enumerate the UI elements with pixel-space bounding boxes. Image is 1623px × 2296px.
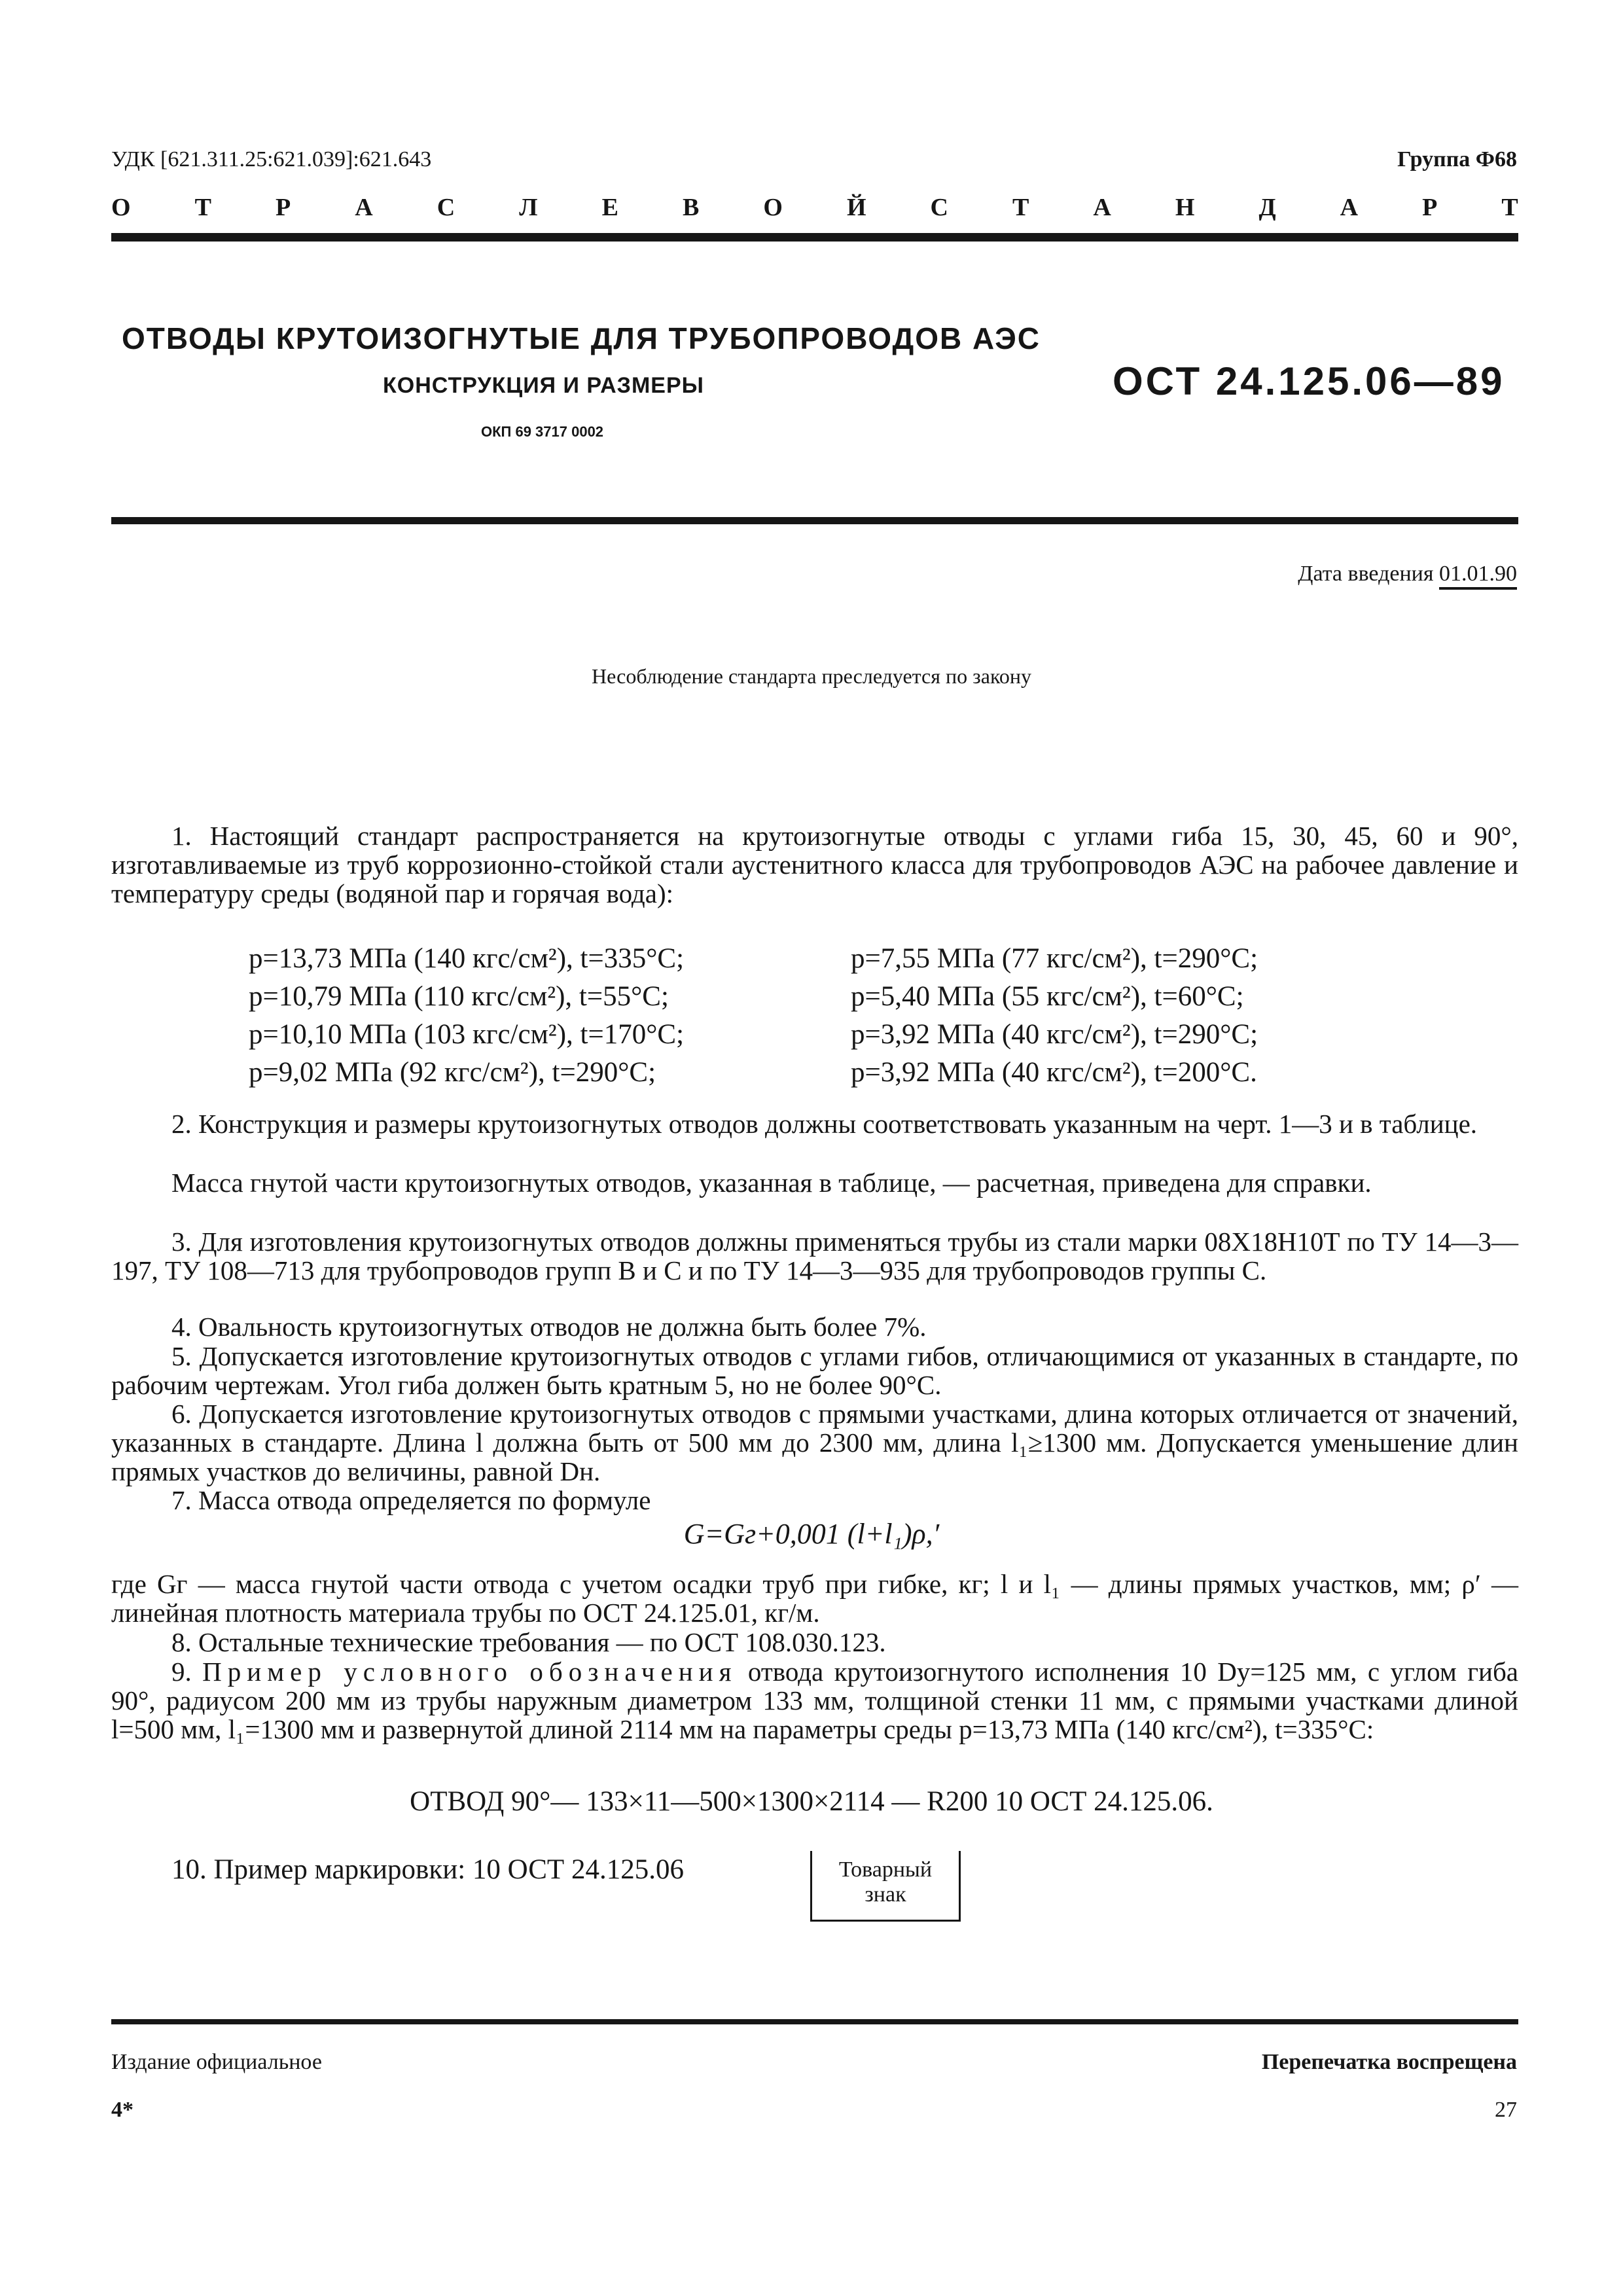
edition-note: Издание официальное [111, 2050, 322, 2074]
parameter-item: p=9,02 МПа (92 кгс/см²), t=290°С; [249, 1057, 656, 1088]
banner-letter: А [1340, 194, 1359, 221]
parameter-item: p=3,92 МПа (40 кгс/см²), t=290°С; [851, 1019, 1258, 1050]
banner-letter: С [437, 194, 455, 221]
trademark-line-1: Товарный [838, 1857, 933, 1882]
clause-4: 4. Овальность крутоизогнутых отводов не должна быть более 7%. [171, 1312, 927, 1342]
header-rule [111, 233, 1518, 242]
sheet-mark: 4* [111, 2098, 134, 2122]
trademark-box [810, 1851, 961, 1922]
banner-letter: А [1093, 194, 1111, 221]
clause-3: 3. Для изготовления крутоизогнутых отводов должны применяться трубы из стали марки 08Х18Н10Т по ТУ 14—3—197, ТУ 108—713 для трубопроводов групп В и С и по ТУ 14—3—935 для трубопроводов группы С. [111, 1227, 1518, 1285]
designation-example: ОТВОД 90°— 133×11—500×1300×2114 — R200 10 ОСТ 24.125.06. [410, 1786, 1213, 1817]
banner-letter: С [930, 194, 948, 221]
clause-10: 10. Пример маркировки: 10 ОСТ 24.125.06 [171, 1854, 684, 1885]
document-title: ОТВОДЫ КРУТОИЗОГНУТЫЕ ДЛЯ ТРУБОПРОВОДОВ АЭС [122, 321, 1041, 355]
banner-letter: А [355, 194, 373, 221]
banner-letter: Р [1422, 194, 1438, 221]
parameter-item: p=7,55 МПа (77 кгс/см²), t=290°С; [851, 943, 1258, 974]
clause-9 [111, 1657, 1518, 1744]
banner-letter: Н [1175, 194, 1195, 221]
banner-letter: Т [1012, 194, 1029, 221]
introduction-date [1298, 562, 1517, 586]
clause-1: 1. Настоящий стандарт распространяется на крутоизогнутые отводы с углами гиба 15, 30, 45, 60 и 90°, изготавливаемые из труб коррозионно-стойкой стали аустенитного класса для трубопроводов АЭС на рабочее давление и температуру среды (водяной пар и горячая вода): [111, 821, 1518, 908]
title-rule [111, 517, 1518, 524]
parameter-item: p=5,40 МПа (55 кгс/см²), t=60°С; [851, 981, 1244, 1012]
clause-8: 8. Остальные технические требования — по ОСТ 108.030.123. [171, 1627, 886, 1657]
okp-code: ОКП 69 3717 0002 [481, 423, 604, 440]
banner-letter: Е [601, 194, 618, 221]
footer-rule [111, 2019, 1518, 2024]
clause-7: 7. Масса отвода определяется по формуле [171, 1485, 651, 1515]
banner-letter: Р [275, 194, 291, 221]
standard-number: ОСТ 24.125.06—89 [1113, 359, 1505, 403]
clause-2-note: Масса гнутой части крутоизогнутых отводов, указанная в таблице, — расчетная, приведена для справки. [171, 1168, 1372, 1198]
parameter-item: p=10,79 МПа (110 кгс/см²), t=55°С; [249, 981, 669, 1012]
formula-legend: где Gг — масса гнутой части отвода с учетом осадки труб при гибке, кг; l и l₁ — длины прямых участков, мм; ρ′ — линейная плотность материала трубы по ОСТ 24.125.01, кг/м. [111, 1569, 1518, 1628]
reprint-note: Перепечатка воспрещена [1261, 2050, 1517, 2074]
clause-2: 2. Конструкция и размеры крутоизогнутых отводов должны соответствовать указанным на черт. 1—3 и в таблице. [171, 1109, 1478, 1139]
banner-letter: Й [846, 194, 866, 221]
banner-letter: Д [1258, 194, 1276, 221]
banner-letter: О [763, 194, 783, 221]
parameter-item: p=3,92 МПа (40 кгс/см²), t=200°С. [851, 1057, 1257, 1088]
clause-6: 6. Допускается изготовление крутоизогнутых отводов с прямыми участками, длина которых отличается от значений, указанных в стандарте. Длина l должна быть от 500 мм до 2300 мм, длина l₁≥1300 мм. Допускается уменьшение длин прямых участков до величины, равной Dн. [111, 1399, 1518, 1486]
clause-5: 5. Допускается изготовление крутоизогнутых отводов с углами гибов, отличающимися от указанных в стандарте, по рабочим чертежам. Угол гиба должен быть кратным 5, но не более 90°С. [111, 1341, 1518, 1400]
banner-letter: Т [194, 194, 211, 221]
standard-banner [111, 193, 1518, 224]
banner-letter: Т [1501, 194, 1518, 221]
clause-9-number: 9. [171, 1657, 192, 1687]
clause-9-lead: Пример условного обозначения [202, 1657, 738, 1687]
clause-9-text: отвода крутоизогнутого исполнения 10 Dу=125 мм, с углом гиба 90°, радиусом 200 мм из трубы наружным диаметром 133 мм, толщиной стенки 11 мм, с прямыми участками длиной l=500 мм, l₁=1300 мм и развернутой длиной 2114 мм на параметры среды p=13,73 МПа (140 кгс/см²), t=335°С: [111, 1657, 1519, 1744]
document-subtitle: КОНСТРУКЦИЯ И РАЗМЕРЫ [383, 373, 704, 398]
page-number: 27 [1495, 2098, 1517, 2122]
legal-warning: Несоблюдение стандарта преследуется по закону [592, 664, 1031, 688]
parameter-item: p=10,10 МПа (103 кгс/см²), t=170°С; [249, 1019, 685, 1050]
udk-code: УДК [621.311.25:621.039]:621.643 [111, 147, 432, 171]
mass-formula: G=Gг+0,001 (l+l₁)ρ,′ [683, 1518, 940, 1550]
parameter-item: p=13,73 МПа (140 кгс/см²), t=335°С; [249, 943, 685, 974]
date-label: Дата введения [1298, 562, 1434, 586]
banner-letter: В [682, 194, 700, 221]
banner-letter: О [111, 194, 131, 221]
date-value: 01.01.90 [1439, 562, 1517, 590]
trademark-line-2: знак [865, 1882, 906, 1907]
group-code: Группа Ф68 [1397, 147, 1517, 171]
banner-letter: Л [519, 194, 538, 221]
